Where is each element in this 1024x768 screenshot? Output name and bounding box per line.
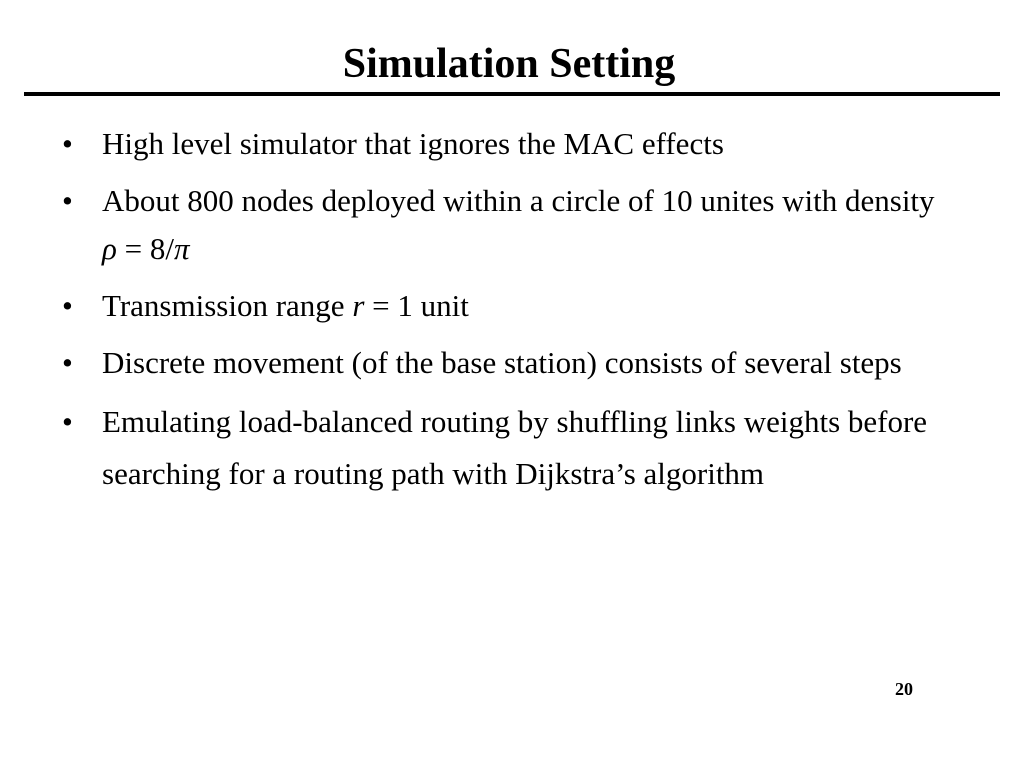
bullet-item-1 [56,120,956,168]
title-underline [24,92,1000,96]
bullet-marker: • [62,404,73,439]
bullet-text: Transmission range [102,288,353,323]
bullet-list [56,120,956,509]
bullet-item-3 [56,282,956,330]
bullet-item-4 [56,339,956,387]
bullet-text-after: = 1 unit [364,288,469,323]
pi-symbol: π [174,231,190,266]
bullet-item-5 [56,396,956,500]
bullet-marker: • [62,345,73,380]
rho-symbol: ρ [102,231,117,266]
bullet-text: High level simulator that ignores the MAC effects [102,126,724,161]
slide-title: Simulation Setting [342,41,676,87]
bullet-item-2 [56,177,956,273]
bullet-marker: • [62,126,73,161]
r-variable: r [352,288,365,323]
bullet-text: Emulating load-balanced routing by shuffling links weights before searching for a routing path with Dijkstra’s algorithm [102,404,928,491]
bullet-marker: • [62,183,73,218]
bullet-text-mid: = 8/ [116,231,174,266]
bullet-text: About 800 nodes deployed within a circle of 10 unites with density [102,183,935,218]
bullet-marker: • [62,288,73,323]
page-number: 20 [895,679,913,699]
bullet-text: Discrete movement (of the base station) consists of several steps [102,345,902,380]
